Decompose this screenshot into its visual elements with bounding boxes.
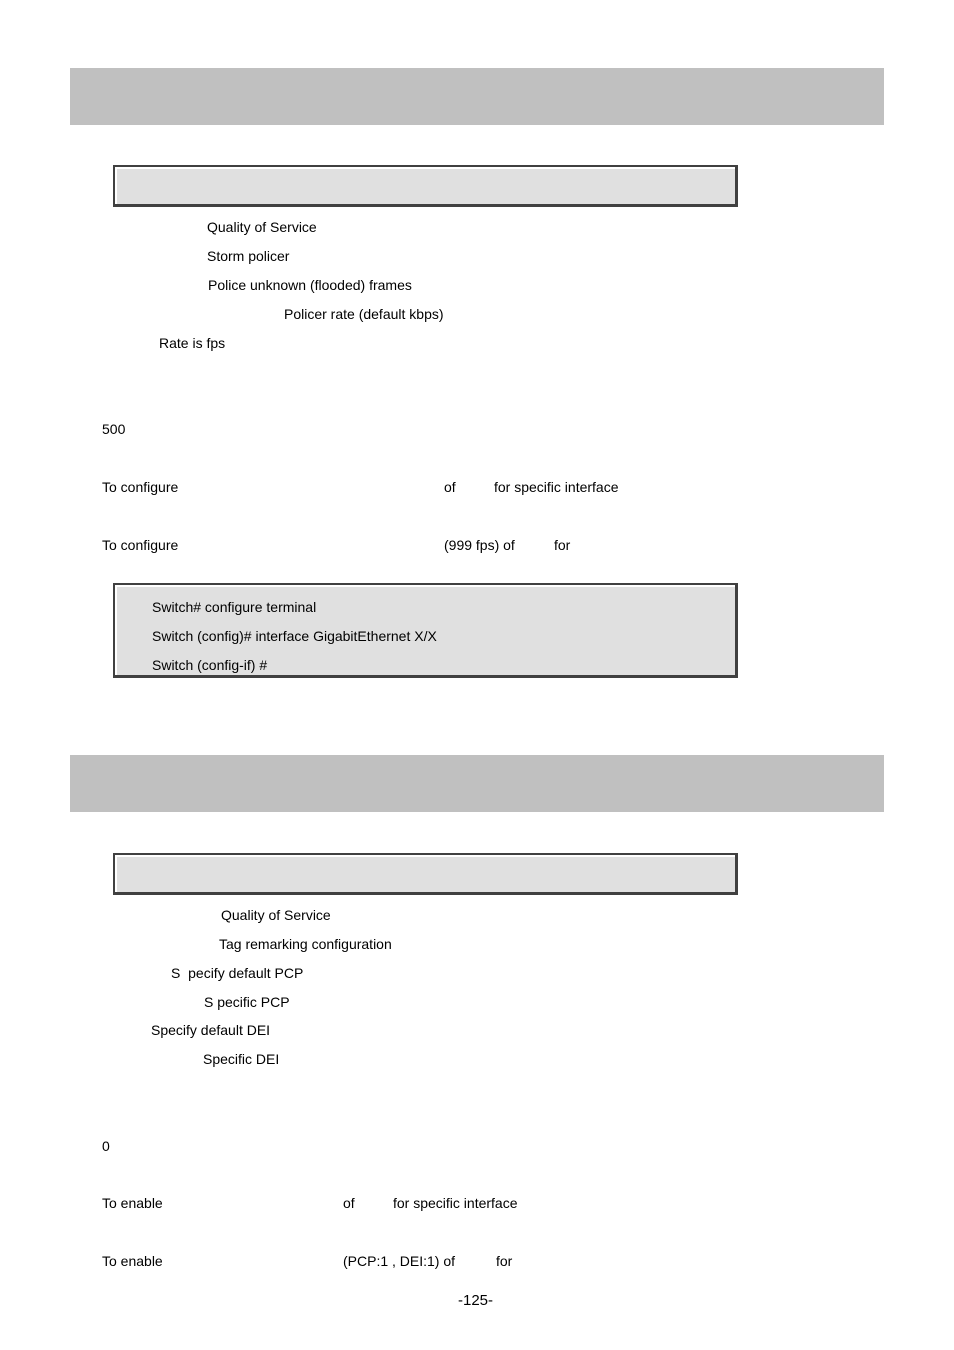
param-description: Specific DEI [203, 1051, 280, 1067]
section-heading-bar [70, 68, 884, 125]
usage-text: for specific interface [494, 479, 619, 495]
usage-text: for [554, 537, 571, 553]
page-number: -125- [458, 1292, 494, 1309]
usage-text: of [343, 1195, 355, 1211]
usage-text: for specific interface [393, 1195, 518, 1211]
usage-text: To enable [102, 1253, 163, 1269]
param-description: Quality of Service [221, 907, 331, 923]
param-description: Police unknown (flooded) frames [208, 277, 412, 293]
usage-text: (PCP:1 , DEI:1) of [343, 1253, 456, 1269]
usage-text: To configure [102, 537, 179, 553]
command-syntax-box [113, 165, 738, 207]
example-line: Switch (config)# interface GigabitEthernet X/X [152, 628, 437, 644]
usage-text: To configure [102, 479, 179, 495]
command-syntax-box [113, 853, 738, 895]
param-description: Quality of Service [207, 219, 317, 235]
usage-text: (999 fps) of [444, 537, 515, 553]
default-value: 500 [102, 421, 126, 437]
example-line: Switch (config-if) # [152, 657, 268, 673]
param-description: Storm policer [207, 248, 290, 264]
param-description: S pecify default PCP [171, 965, 304, 981]
usage-text: for [496, 1253, 513, 1269]
param-description: Tag remarking configuration [219, 936, 392, 952]
param-description: Policer rate (default kbps) [284, 306, 444, 322]
default-value: 0 [102, 1138, 110, 1154]
param-description: S pecific PCP [204, 994, 290, 1010]
example-line: Switch# configure terminal [152, 599, 317, 615]
param-description: Rate is fps [159, 335, 226, 351]
usage-text: of [444, 479, 456, 495]
usage-text: To enable [102, 1195, 163, 1211]
param-description: Specify default DEI [151, 1022, 271, 1038]
section-heading-bar [70, 755, 884, 812]
